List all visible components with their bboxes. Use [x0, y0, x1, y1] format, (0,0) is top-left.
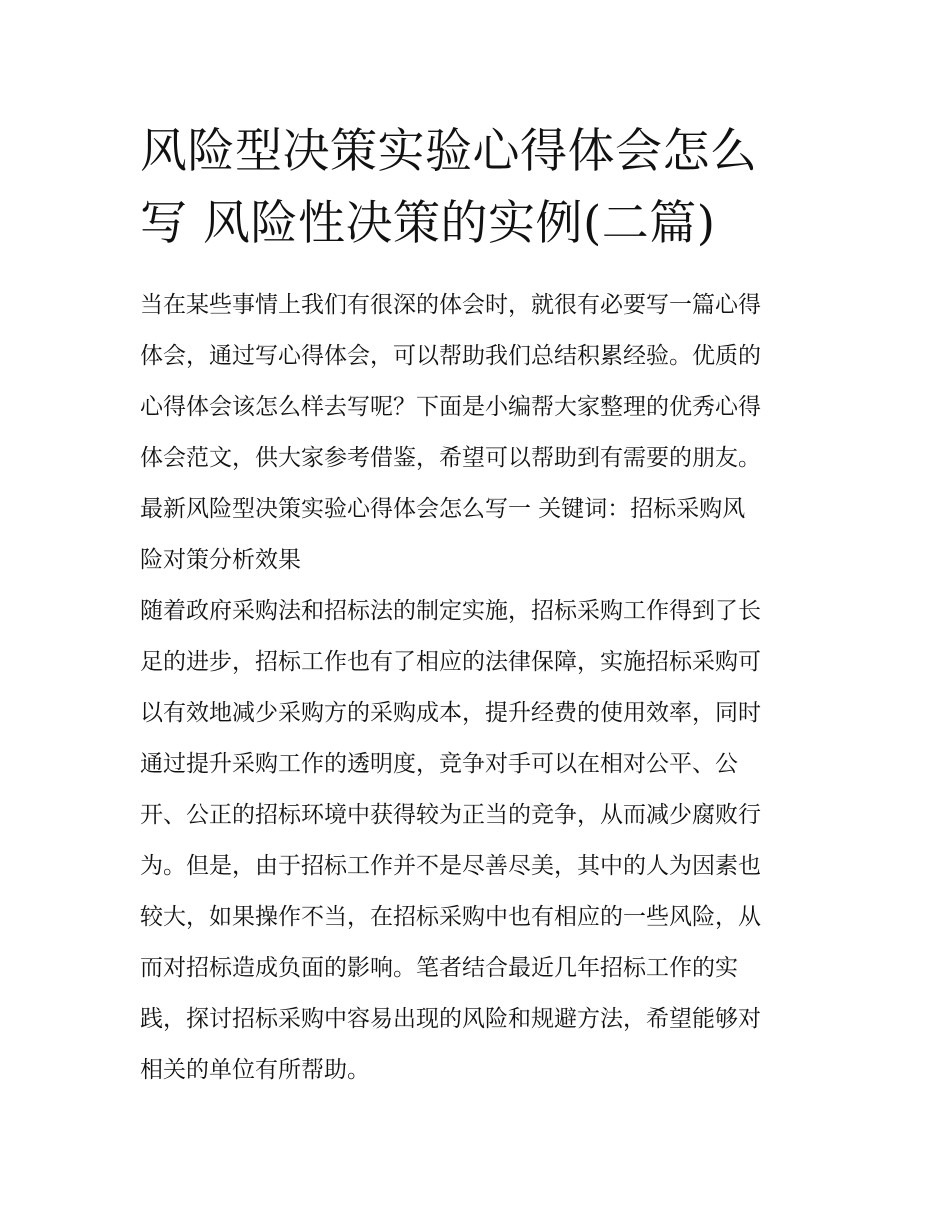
main-paragraph — [140, 586, 820, 1096]
section-heading-line-2: 险对策分析效果 — [140, 547, 301, 573]
title-line-2: 写 风险性决策的实例(二篇) — [140, 196, 716, 251]
section-heading-line-1: 最新风险型决策实验心得体会怎么写一 关键词：招标采购风 — [140, 496, 746, 522]
intro-paragraph — [140, 280, 820, 484]
intro-line-1: 当在某些事情上我们有很深的体会时，就很有必要写一篇心得 — [140, 292, 761, 318]
document-body — [140, 280, 820, 1096]
intro-line-3: 心得体会该怎么样去写呢？下面是小编帮大家整理的优秀心得 — [140, 394, 761, 420]
paragraph-line-9: 践，探讨招标采购中容易出现的风险和规避方法，希望能够对 — [140, 1006, 761, 1032]
intro-line-4: 体会范文，供大家参考借鉴，希望可以帮助到有需要的朋友。 — [140, 445, 761, 471]
paragraph-line-5: 开、公正的招标环境中获得较为正当的竞争，从而减少腐败行 — [140, 802, 761, 828]
paragraph-line-4: 通过提升采购工作的透明度，竞争对手可以在相对公平、公 — [140, 751, 738, 777]
paragraph-line-2: 足的进步，招标工作也有了相应的法律保障，实施招标采购可 — [140, 649, 761, 675]
paragraph-line-8: 而对招标造成负面的影响。笔者结合最近几年招标工作的实 — [140, 955, 738, 981]
document-title — [140, 116, 820, 260]
paragraph-line-6: 为。但是，由于招标工作并不是尽善尽美，其中的人为因素也 — [140, 853, 761, 879]
paragraph-line-10: 相关的单位有所帮助。 — [140, 1057, 370, 1083]
intro-line-2: 体会，通过写心得体会，可以帮助我们总结积累经验。优质的 — [140, 343, 761, 369]
paragraph-line-7: 较大，如果操作不当，在招标采购中也有相应的一些风险，从 — [140, 904, 761, 930]
paragraph-line-1: 随着政府采购法和招标法的制定实施，招标采购工作得到了长 — [140, 598, 761, 624]
title-line-1: 风险型决策实验心得体会怎么 — [140, 124, 758, 179]
paragraph-line-3: 以有效地减少采购方的采购成本，提升经费的使用效率，同时 — [140, 700, 761, 726]
section-heading — [140, 484, 820, 586]
